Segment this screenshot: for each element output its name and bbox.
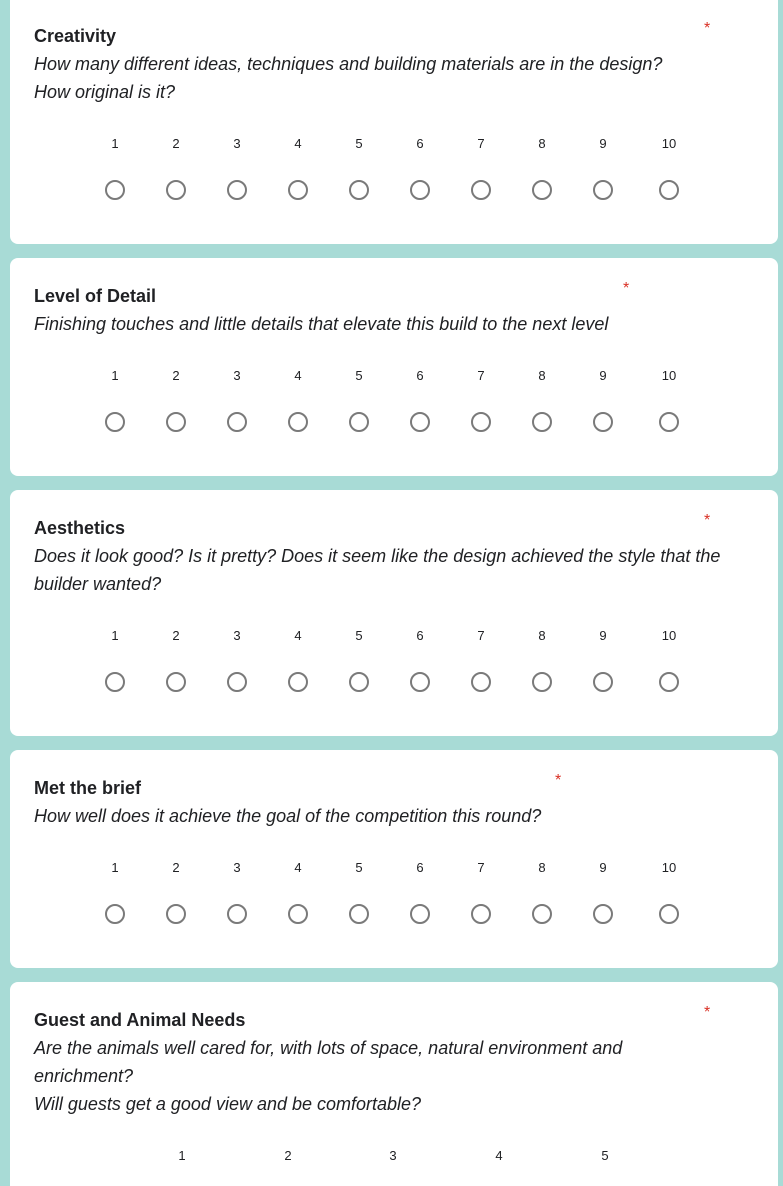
required-asterisk: *: [623, 280, 630, 297]
question-card-met-the-brief: [10, 750, 778, 968]
scale-label-7: 7: [477, 368, 485, 383]
radio-option-10[interactable]: [659, 904, 679, 924]
radio-option-7[interactable]: [471, 672, 491, 692]
radio-option-6[interactable]: [410, 412, 430, 432]
scale-label-6: 6: [416, 136, 424, 151]
radio-option-5[interactable]: [349, 412, 369, 432]
question-card-level-of-detail: [10, 258, 778, 476]
radio-option-10[interactable]: [659, 672, 679, 692]
scale-label-1: 1: [111, 136, 119, 151]
radio-option-3[interactable]: [227, 180, 247, 200]
radio-option-5[interactable]: [349, 904, 369, 924]
scale-label-3: 3: [233, 368, 241, 383]
scale-label-5: 5: [355, 368, 363, 383]
description-line: Does it look good? Is it pretty? Does it seem like the design achieved the style that the builder wanted?: [34, 546, 721, 594]
radio-option-10[interactable]: [659, 412, 679, 432]
description-line: Finishing touches and little details that elevate this build to the next level: [34, 314, 609, 334]
description-line: How well does it achieve the goal of the competition this round?: [34, 806, 542, 826]
scale-label-9: 9: [599, 136, 607, 151]
radio-option-2[interactable]: [166, 180, 186, 200]
scale-label-6: 6: [416, 628, 424, 643]
scale-label-3: 3: [389, 1148, 397, 1163]
question-description: [34, 542, 724, 598]
question-title: Creativity: [34, 26, 117, 46]
scale-label-9: 9: [599, 368, 607, 383]
radio-option-4[interactable]: [288, 412, 308, 432]
scale-label-10: 10: [661, 628, 677, 643]
scale-label-6: 6: [416, 368, 424, 383]
scale-label-2: 2: [172, 628, 180, 643]
radio-option-3[interactable]: [227, 412, 247, 432]
required-asterisk: *: [704, 20, 711, 37]
scale-label-7: 7: [477, 628, 485, 643]
radio-option-10[interactable]: [659, 180, 679, 200]
radio-option-9[interactable]: [593, 412, 613, 432]
scale-label-3: 3: [233, 136, 241, 151]
radio-option-9[interactable]: [593, 180, 613, 200]
scale-label-2: 2: [172, 136, 180, 151]
scale-label-8: 8: [538, 368, 546, 383]
radio-option-7[interactable]: [471, 180, 491, 200]
scale-label-9: 9: [599, 628, 607, 643]
scale-label-2: 2: [172, 368, 180, 383]
scale-label-1: 1: [111, 368, 119, 383]
radio-option-4[interactable]: [288, 180, 308, 200]
description-line: How original is it?: [34, 82, 176, 102]
question-description: [34, 1034, 674, 1118]
radio-option-5[interactable]: [349, 672, 369, 692]
scale-label-1: 1: [178, 1148, 186, 1163]
radio-option-9[interactable]: [593, 672, 613, 692]
scale-label-7: 7: [477, 136, 485, 151]
radio-option-8[interactable]: [532, 412, 552, 432]
description-line: How many different ideas, techniques and building materials are in the design?: [34, 54, 663, 74]
scale-label-3: 3: [233, 628, 241, 643]
question-title: Met the brief: [34, 778, 142, 798]
radio-option-7[interactable]: [471, 412, 491, 432]
radio-option-3[interactable]: [227, 672, 247, 692]
radio-option-1[interactable]: [105, 904, 125, 924]
scale-label-4: 4: [294, 628, 302, 643]
radio-option-2[interactable]: [166, 412, 186, 432]
radio-option-6[interactable]: [410, 180, 430, 200]
scale-label-5: 5: [355, 136, 363, 151]
radio-option-4[interactable]: [288, 672, 308, 692]
scale-label-9: 9: [599, 860, 607, 875]
scale-label-4: 4: [495, 1148, 503, 1163]
radio-option-6[interactable]: [410, 904, 430, 924]
scale-label-2: 2: [172, 860, 180, 875]
radio-option-8[interactable]: [532, 904, 552, 924]
question-title: Guest and Animal Needs: [34, 1010, 246, 1030]
radio-option-2[interactable]: [166, 672, 186, 692]
radio-option-1[interactable]: [105, 180, 125, 200]
scale-label-5: 5: [601, 1148, 609, 1163]
radio-option-6[interactable]: [410, 672, 430, 692]
question-description: [34, 802, 724, 830]
question-title: Level of Detail: [34, 286, 157, 306]
scale-label-8: 8: [538, 628, 546, 643]
radio-option-1[interactable]: [105, 672, 125, 692]
scale-label-4: 4: [294, 136, 302, 151]
description-line: Will guests get a good view and be comfortable?: [34, 1094, 422, 1114]
scale-label-4: 4: [294, 368, 302, 383]
question-title: Aesthetics: [34, 518, 126, 538]
scale-label-5: 5: [355, 628, 363, 643]
question-card-guest-and-animal-needs: [10, 982, 778, 1186]
question-description: [34, 50, 724, 106]
radio-option-5[interactable]: [349, 180, 369, 200]
scale-label-1: 1: [111, 860, 119, 875]
description-line: Are the animals well cared for, with lots of space, natural environment and enrichment?: [34, 1038, 623, 1086]
required-asterisk: *: [704, 1004, 711, 1021]
radio-option-2[interactable]: [166, 904, 186, 924]
radio-option-8[interactable]: [532, 672, 552, 692]
scale-label-10: 10: [661, 368, 677, 383]
radio-option-3[interactable]: [227, 904, 247, 924]
radio-option-7[interactable]: [471, 904, 491, 924]
required-asterisk: *: [555, 772, 562, 789]
radio-option-4[interactable]: [288, 904, 308, 924]
radio-option-8[interactable]: [532, 180, 552, 200]
scale-label-8: 8: [538, 860, 546, 875]
scale-label-6: 6: [416, 860, 424, 875]
question-card-aesthetics: [10, 490, 778, 736]
scale-label-5: 5: [355, 860, 363, 875]
scale-label-10: 10: [661, 860, 677, 875]
question-description: [34, 310, 724, 338]
scale-label-10: 10: [661, 136, 677, 151]
scale-label-1: 1: [111, 628, 119, 643]
required-asterisk: *: [704, 512, 711, 529]
radio-option-1[interactable]: [105, 412, 125, 432]
scale-label-2: 2: [284, 1148, 292, 1163]
scale-label-4: 4: [294, 860, 302, 875]
radio-option-9[interactable]: [593, 904, 613, 924]
scale-label-7: 7: [477, 860, 485, 875]
scale-label-8: 8: [538, 136, 546, 151]
scale-label-3: 3: [233, 860, 241, 875]
question-card-creativity: [10, 0, 778, 244]
